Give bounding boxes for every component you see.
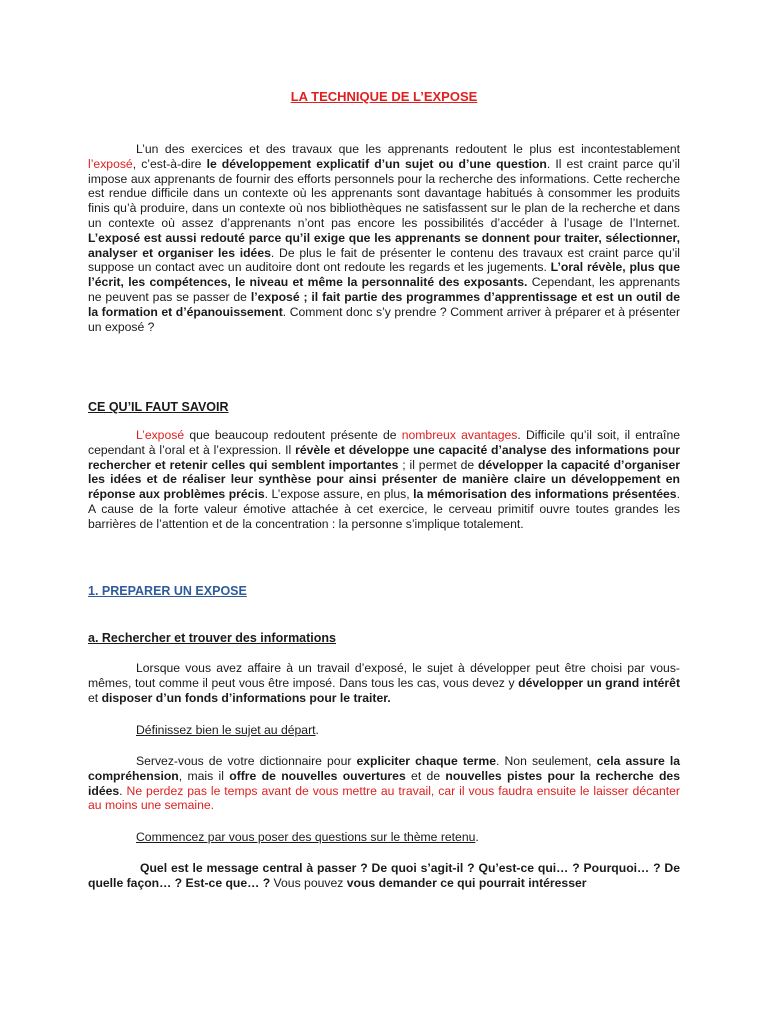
body-paragraph — [88, 661, 680, 705]
page-title: LA TECHNIQUE DE L’EXPOSE — [290, 89, 478, 104]
instruction-line — [88, 723, 680, 738]
text: et — [88, 690, 102, 705]
bold-text: offre de nouvelles ouvertures — [229, 768, 406, 783]
bold-text: cela assure la compréhension — [88, 754, 680, 783]
bold-text: expliciter chaque terme — [356, 754, 497, 768]
body-paragraph — [88, 861, 680, 891]
bold-text: vous demander ce qui pourrait intéresser — [346, 875, 587, 890]
text: et de — [405, 768, 446, 783]
bold-text: développer un grand intérêt — [518, 675, 681, 690]
highlight-text: L’exposé — [136, 428, 185, 442]
text: . De plus le fait de présenter le contenu des travaux est craint parce qu’il suppose un contact avec un auditoire dont ont redoute les regards et les jugements. — [88, 245, 680, 275]
text: Servez-vous de votre dictionnaire pour — [136, 754, 357, 768]
section-heading: CE QU’IL FAUT SAVOIR — [88, 400, 229, 414]
section-heading: 1. PREPARER UN EXPOSE — [88, 584, 247, 598]
text: que beaucoup redoutent présente de — [184, 428, 402, 442]
body-paragraph — [88, 754, 680, 813]
text: . — [475, 830, 479, 844]
bold-text: nouvelles pistes pour la recherche des idées — [88, 768, 680, 798]
text: Vous pouvez — [270, 875, 347, 890]
section-paragraph — [88, 428, 680, 532]
bold-text: l’exposé ; il fait partie des programmes d’apprentissage et est un outil de la formation et d’épanouissement — [88, 289, 680, 319]
highlight-text: Ne perdez pas le temps avant de vous mettre au travail, car il vous faudra ensuite le laisser décanter au moins une semaine. — [88, 783, 680, 813]
bold-text: disposer d’un fonds d’informations pour le traiter. — [101, 690, 391, 705]
text: . A cause de la forte valeur émotive attachée à cet exercice, le cerveau primitif ouvre toutes grandes les barrières de l’attention et de la concentration : la personne s’implique totalement. — [88, 487, 680, 531]
text: . — [315, 723, 319, 737]
text: . Il est craint parce qu’il impose aux apprenants de fournir des efforts personnels pour la recherche des informations. Cette recherche est rendue difficile dans un contexte où les apprenants sont davantage habitués à consommer les produits finis qu’à produire, dans un contexte où nos bibliothèques ne satisfassent sur le plan de la recherche et dans un contexte où assez d’apprenants n’ont pas encore les possibilités d’accéder à l’usage de l’Internet. — [88, 156, 680, 230]
text: , mais il — [178, 768, 230, 783]
text: . — [119, 783, 127, 798]
text: L’un des exercices et des travaux que les apprenants redoutent le plus est incontestablement — [136, 142, 680, 156]
intro-paragraph — [88, 142, 680, 334]
underlined-text: Commencez par vous poser des questions sur le thème retenu — [136, 830, 476, 844]
text: ; il permet de — [398, 457, 479, 472]
text: . Difficile qu’il soit, il entraîne cependant à l’oral et à l’expression. Il — [88, 428, 681, 457]
bold-text: le développement explicatif d’un sujet ou d’une question — [206, 156, 547, 171]
text: , c’est-à-dire — [132, 156, 207, 171]
bold-text: la mémorisation des informations présentées — [413, 487, 677, 502]
bold-text: L’exposé est aussi redouté parce qu’il exige que les apprenants se donnent pour traiter, sélectionner, analyser et organiser les idées — [88, 230, 680, 260]
text: Cependant, les apprenants ne peuvent pas se passer de — [88, 275, 680, 304]
bold-text: Quel est le message central à passer ? De quoi s’agit-il ? Qu’est-ce qui… ? Pourquoi… ? De quelle façon… ? Est-ce que… ? — [88, 861, 680, 890]
instruction-line — [88, 830, 680, 845]
text: Lorsque vous avez affaire à un travail d’exposé, le sujet à développer peut être choisi par vous-mêmes, tout comme il peut vous être imposé. Dans tous les cas, vous devez y — [88, 661, 680, 690]
highlight-text: nombreux avantages — [401, 428, 518, 442]
sub-heading: a. Rechercher et trouver des informations — [88, 631, 336, 645]
bold-text: révèle et développe une capacité d’analyse des informations pour rechercher et retenir celles qui semblent importantes — [88, 442, 681, 472]
highlight-text: l’exposé — [88, 156, 133, 171]
text: . Comment donc s’y prendre ? Comment arriver à préparer et à présenter un exposé ? — [88, 304, 681, 334]
bold-text: développer la capacité d’organiser les idées et de réaliser leur synthèse pour ainsi présenter de manière claire un développement en réponse aux problèmes précis — [88, 457, 680, 502]
text: . L’expose assure, en plus, — [264, 487, 414, 502]
text: . Non seulement, — [496, 754, 597, 768]
bold-text: L’oral révèle, plus que l’écrit, les compétences, le niveau et même la personnalité des exposants. — [88, 260, 680, 290]
underlined-text: Définissez bien le sujet au départ — [136, 723, 316, 737]
